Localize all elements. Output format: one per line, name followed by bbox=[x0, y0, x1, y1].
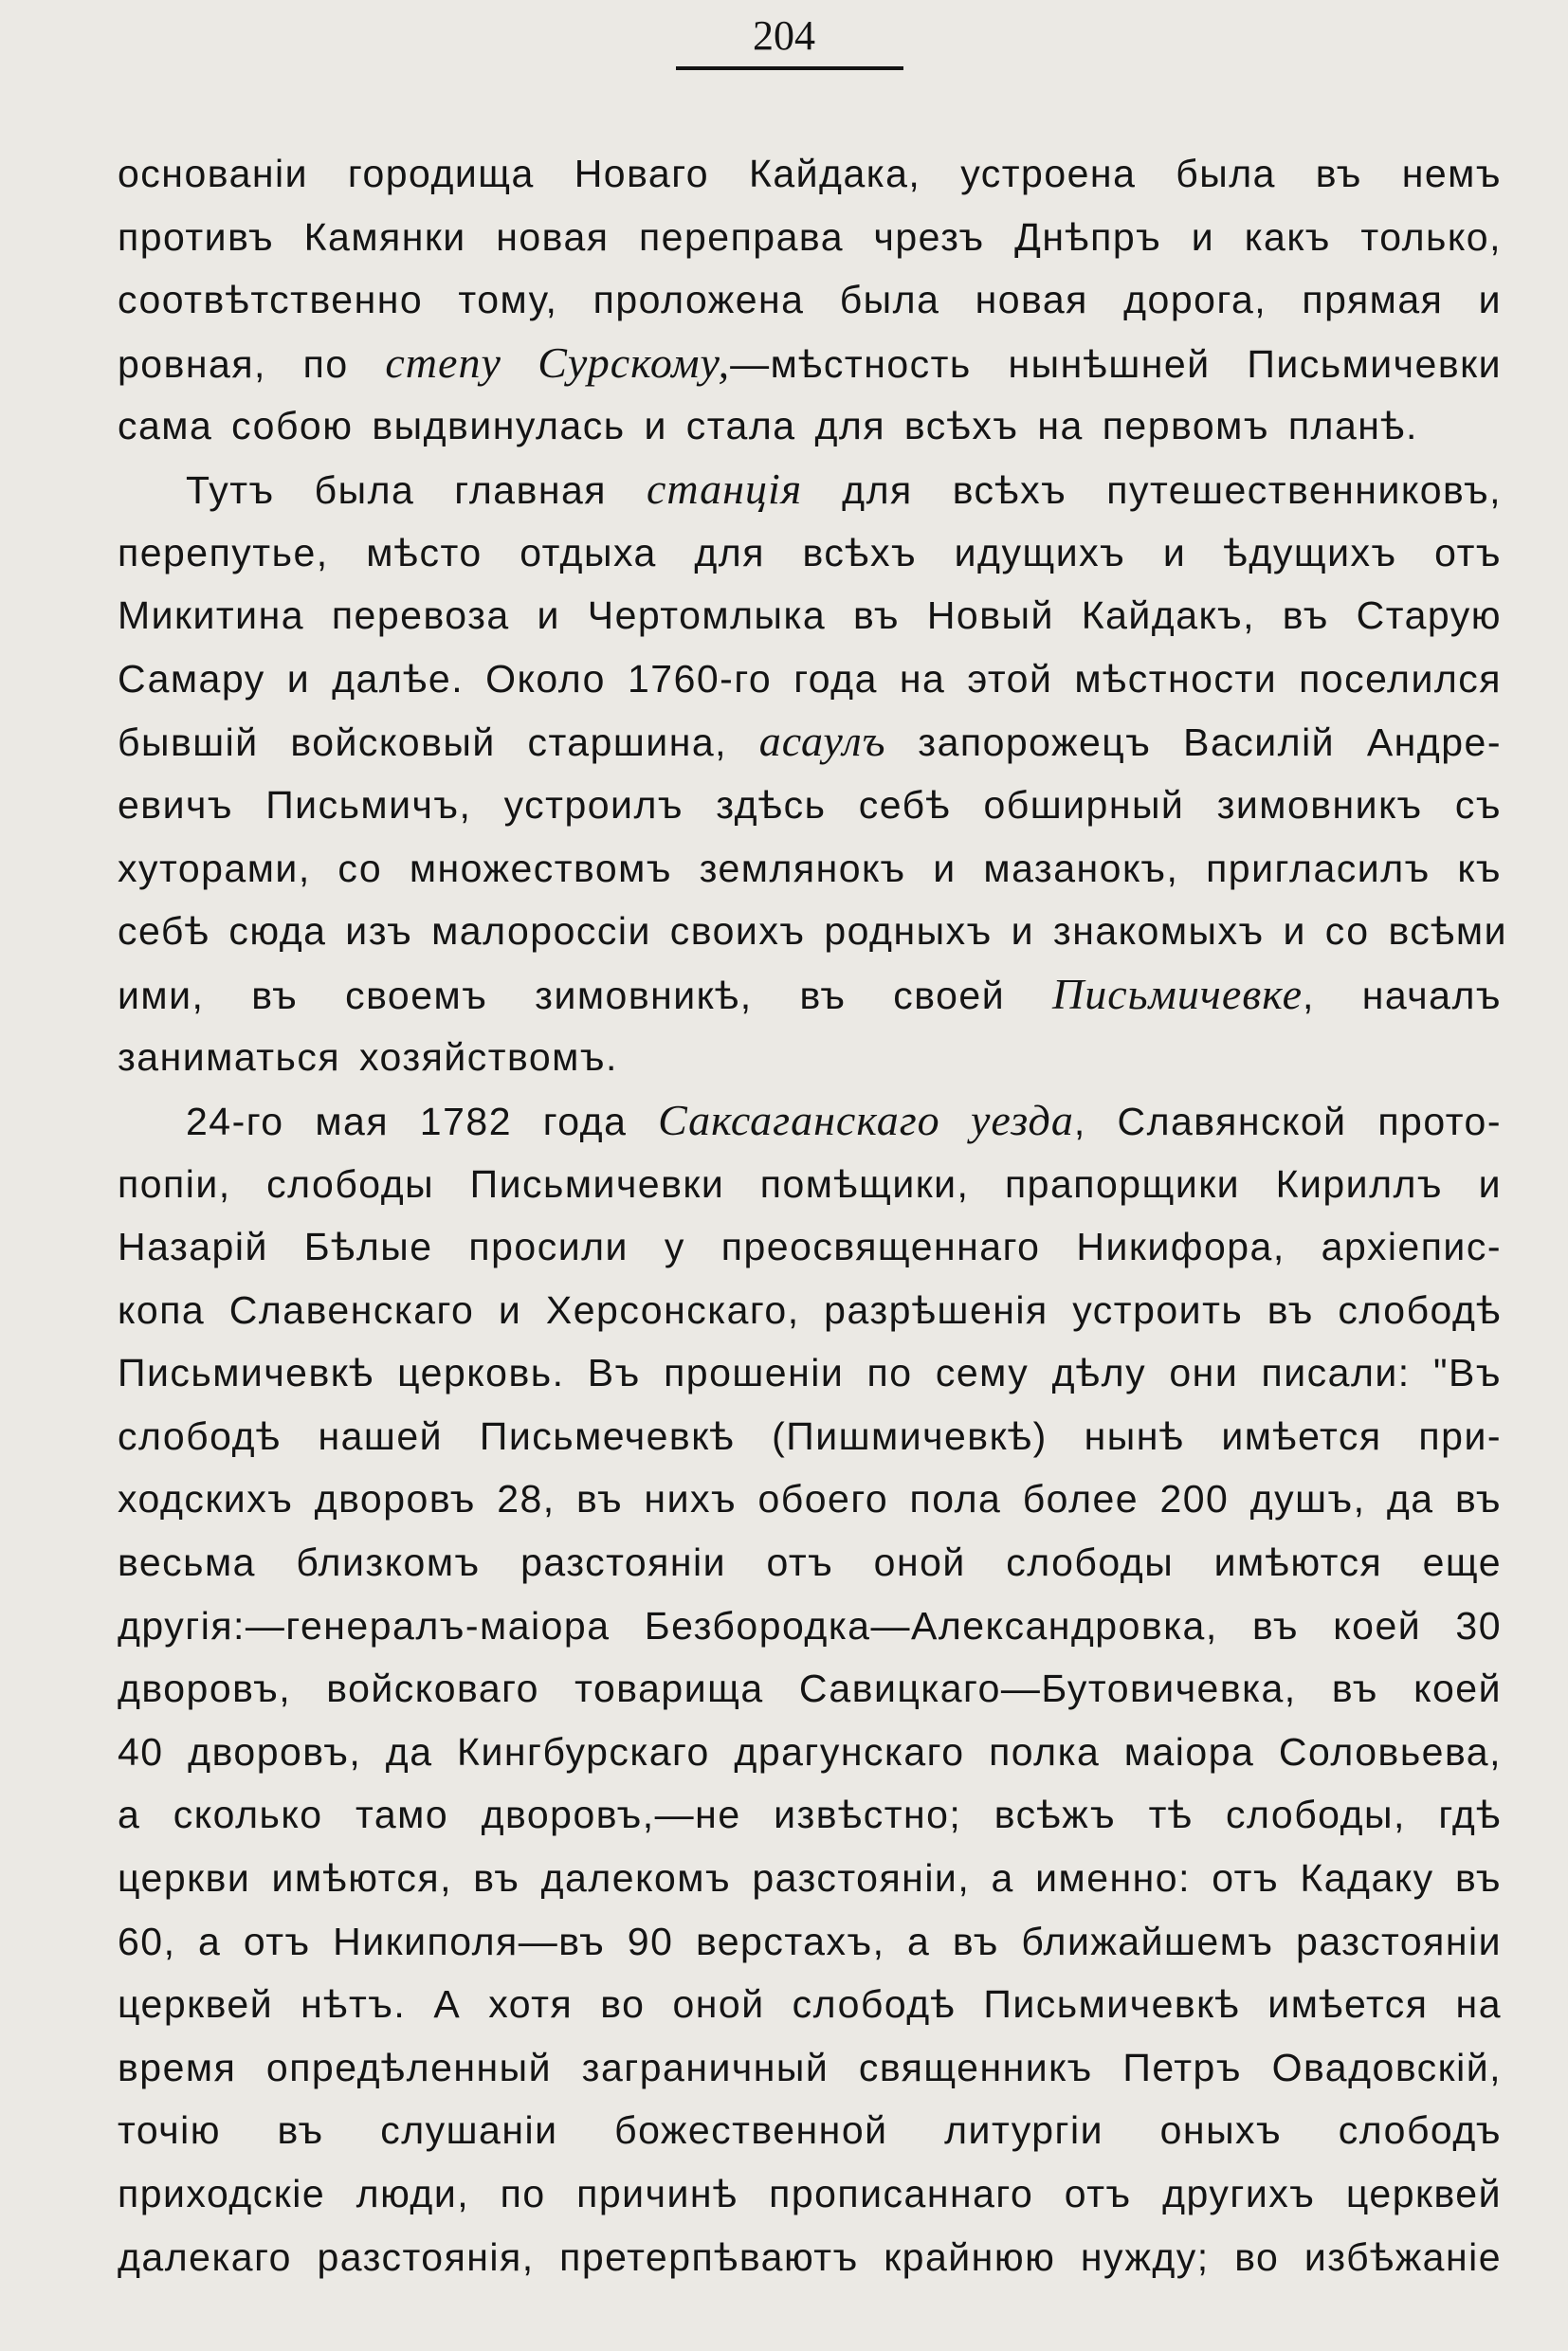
text-line bbox=[118, 2162, 1502, 2226]
text-line bbox=[118, 206, 1502, 269]
text-segment: церкви имѣются, въ далекомъ разстояніи, а именно: отъ Кадаку въ bbox=[118, 1856, 1502, 1901]
text-line bbox=[118, 710, 1502, 774]
text-line bbox=[118, 142, 1502, 206]
text-line bbox=[118, 1026, 1502, 1089]
text-line bbox=[118, 963, 1502, 1027]
text-line bbox=[118, 1089, 1502, 1153]
text-segment: евичъ Письмичъ, устроилъ здѣсь себѣ обширный зимовникъ съ bbox=[118, 782, 1502, 827]
italic-text: Письмичевке bbox=[1051, 969, 1304, 1018]
text-line bbox=[118, 1657, 1502, 1721]
text-line bbox=[118, 1405, 1502, 1468]
italic-text: степу Сурскому, bbox=[385, 337, 731, 387]
text-line bbox=[118, 1973, 1502, 2036]
text-line bbox=[118, 1847, 1502, 1910]
text-segment: бывшій войсковый старшина, bbox=[118, 720, 759, 765]
body-text bbox=[118, 142, 1507, 2288]
text-line bbox=[118, 900, 1507, 963]
text-line bbox=[118, 2036, 1502, 2100]
text-segment: 24-го мая 1782 года bbox=[186, 1099, 659, 1143]
text-line bbox=[118, 394, 1502, 458]
text-segment: запорожецъ Василій Андре- bbox=[885, 720, 1502, 765]
text-segment: а сколько тамо дворовъ,—не извѣстно; всѣжъ тѣ слободы, гдѣ bbox=[118, 1793, 1502, 1837]
text-segment: противъ Камянки новая переправа чрезъ Днѣпръ и какъ только, bbox=[118, 214, 1502, 259]
text-segment: дворовъ, войсковаго товарища Савицкаго—Бутовичевка, въ коей bbox=[118, 1667, 1502, 1711]
text-line bbox=[118, 647, 1502, 711]
text-line bbox=[118, 268, 1502, 332]
text-line bbox=[118, 1279, 1502, 1342]
text-line bbox=[118, 1215, 1502, 1279]
text-segment: хуторами, со множествомъ землянокъ и мазанокъ, пригласилъ къ bbox=[118, 846, 1502, 890]
text-line bbox=[118, 332, 1502, 395]
text-line bbox=[118, 1153, 1502, 1216]
text-segment: , Славянской прото- bbox=[1073, 1099, 1502, 1143]
text-segment: 60, а отъ Никиполя—въ 90 верстахъ, а въ ближайшемъ разстояніи bbox=[118, 1919, 1502, 1963]
text-segment: приходскіе люди, по причинѣ прописаннаго отъ другихъ церквей bbox=[118, 2172, 1502, 2215]
text-segment: Самару и далѣе. Около 1760-го года на этой мѣстности поселился bbox=[118, 656, 1502, 701]
italic-text: станція bbox=[646, 464, 803, 513]
text-segment: время опредѣленный заграничный священникъ Петръ Овадовскій, bbox=[118, 2045, 1502, 2089]
text-segment: попіи, слободы Письмичевки помѣщики, прапорщики Кириллъ и bbox=[118, 1161, 1502, 1206]
text-segment: 40 дворовъ, да Кингбурскаго драгунскаго полка маіора Соловьева, bbox=[118, 1729, 1502, 1774]
italic-text: асаулъ bbox=[758, 717, 886, 766]
header-rule bbox=[676, 66, 903, 70]
text-line bbox=[118, 837, 1502, 901]
text-line bbox=[118, 1595, 1502, 1658]
text-line bbox=[118, 521, 1502, 585]
text-line bbox=[118, 1910, 1502, 1974]
text-segment: соотвѣтственно тому, проложена была новая дорога, прямая и bbox=[118, 278, 1502, 322]
text-segment: для всѣхъ путешественниковъ, bbox=[802, 467, 1502, 512]
page-number: 204 bbox=[753, 12, 815, 59]
text-segment: —мѣстность нынѣшней Письмичевки bbox=[730, 341, 1502, 386]
text-segment: слободѣ нашей Письмечевкѣ (Пишмичевкѣ) нынѣ имѣется при- bbox=[118, 1413, 1502, 1458]
text-line bbox=[118, 458, 1502, 521]
text-segment: Микитина перевоза и Чертомлыка въ Новый Кайдакъ, въ Старую bbox=[118, 593, 1502, 638]
text-line bbox=[118, 1531, 1502, 1595]
text-segment: ходскихъ дворовъ 28, въ нихъ обоего пола более 200 душъ, да въ bbox=[118, 1477, 1502, 1522]
text-segment: ровная, по bbox=[118, 341, 386, 386]
text-segment: , началъ bbox=[1303, 973, 1502, 1017]
text-line bbox=[118, 584, 1502, 647]
text-line bbox=[118, 2099, 1502, 2162]
text-segment: копа Славенскаго и Херсонскаго, разрѣшенія устроить въ слободѣ bbox=[118, 1287, 1502, 1332]
text-segment: далекаго разстоянія, претерпѣваютъ крайнюю нужду; во избѣжаніе bbox=[118, 2234, 1502, 2279]
text-line bbox=[118, 1721, 1502, 1784]
text-line bbox=[118, 1783, 1502, 1847]
text-segment: Письмичевкѣ церковь. Въ прошеніи по сему дѣлу они писали: "Въ bbox=[118, 1351, 1502, 1395]
text-segment: перепутье, мѣсто отдыха для всѣхъ идущихъ и ѣдущихъ отъ bbox=[118, 530, 1502, 574]
text-segment: Тутъ была главная bbox=[186, 467, 647, 512]
text-segment: ими, въ своемъ зимовникѣ, въ своей bbox=[118, 973, 1052, 1017]
text-segment: заниматься хозяйствомъ. bbox=[118, 1035, 618, 1080]
text-segment: основаніи городища Новаго Кайдака, устроена была въ немъ bbox=[118, 152, 1502, 195]
italic-text: Саксаганскаго уезда bbox=[658, 1095, 1074, 1144]
text-segment: весьма близкомъ разстояніи отъ оной слободы имѣются еще bbox=[118, 1540, 1502, 1585]
text-segment: себѣ сюда изъ малороссіи своихъ родныхъ и знакомыхъ и со всѣми bbox=[118, 909, 1507, 954]
text-line bbox=[118, 774, 1502, 837]
text-line bbox=[118, 1341, 1502, 1405]
text-segment: другія:—генералъ-маіора Безбородка—Александровка, въ коей 30 bbox=[118, 1603, 1502, 1648]
text-segment: сама собою выдвинулась и стала для всѣхъ на первомъ планѣ. bbox=[118, 404, 1418, 448]
text-line bbox=[118, 2226, 1502, 2289]
text-segment: точію въ слушаніи божественной литургіи оныхъ слободъ bbox=[118, 2108, 1502, 2153]
text-segment: церквей нѣтъ. А хотя во оной слободѣ Письмичевкѣ имѣется на bbox=[118, 1982, 1502, 2027]
text-segment: Назарій Бѣлые просили у преосвященнаго Никифора, архіепис- bbox=[118, 1225, 1502, 1269]
text-line bbox=[118, 1467, 1502, 1531]
